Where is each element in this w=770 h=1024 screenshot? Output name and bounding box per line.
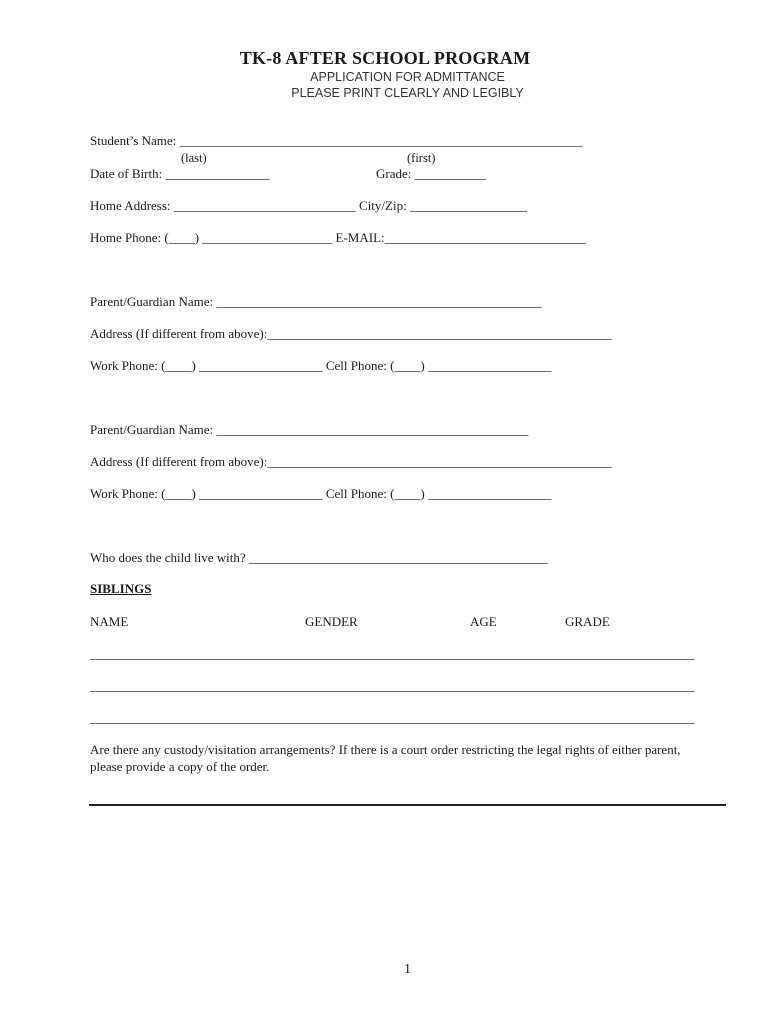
home-address-field[interactable]: Home Address: ____________________________ City/Zip: __________________: [90, 198, 527, 213]
page-number: 1: [404, 962, 411, 977]
date-of-birth-field[interactable]: Date of Birth: ________________: [90, 166, 270, 181]
form-subtitle: APPLICATION FOR ADMITTANCE: [310, 70, 505, 84]
last-name-caption: (last): [181, 151, 207, 165]
custody-question-line1: Are there any custody/visitation arrangements? If there is a court order restricting the legal rights of either parent,: [90, 742, 681, 757]
guardian1-address-field[interactable]: Address (If different from above):_____________________________________________________: [90, 326, 612, 341]
sibling-row-1[interactable]: _____________________________________________________________________________________________: [90, 646, 695, 661]
guardian2-phones-field[interactable]: Work Phone: (____) ___________________ Cell Phone: (____) ___________________: [90, 486, 552, 501]
siblings-col-grade: GRADE: [565, 614, 610, 629]
guardian1-phones-field[interactable]: Work Phone: (____) ___________________ Cell Phone: (____) ___________________: [90, 358, 552, 373]
custody-question-line2: please provide a copy of the order.: [90, 759, 270, 774]
siblings-heading: SIBLINGS: [90, 581, 152, 596]
siblings-col-gender: GENDER: [305, 614, 358, 629]
first-name-caption: (first): [407, 151, 436, 165]
guardian1-name-field[interactable]: Parent/Guardian Name: __________________________________________________: [90, 294, 542, 309]
student-name-field[interactable]: Student’s Name: ______________________________________________________________: [90, 133, 583, 148]
section-divider: [89, 804, 726, 806]
guardian2-name-field[interactable]: Parent/Guardian Name: ________________________________________________: [90, 422, 529, 437]
guardian2-address-field[interactable]: Address (If different from above):_____________________________________________________: [90, 454, 612, 469]
siblings-col-name: NAME: [90, 614, 129, 629]
form-title: TK-8 AFTER SCHOOL PROGRAM: [239, 48, 531, 68]
sibling-row-3[interactable]: _____________________________________________________________________________________________: [90, 710, 695, 725]
sibling-row-2[interactable]: _____________________________________________________________________________________________: [90, 678, 695, 693]
form-instructions: PLEASE PRINT CLEARLY AND LEGIBLY: [291, 86, 524, 100]
grade-field[interactable]: Grade: ___________: [376, 166, 487, 181]
siblings-col-age: AGE: [470, 614, 497, 629]
lives-with-field[interactable]: Who does the child live with? ______________________________________________: [90, 550, 548, 565]
home-phone-email-field[interactable]: Home Phone: (____) ____________________ E-MAIL:_______________________________: [90, 230, 587, 245]
